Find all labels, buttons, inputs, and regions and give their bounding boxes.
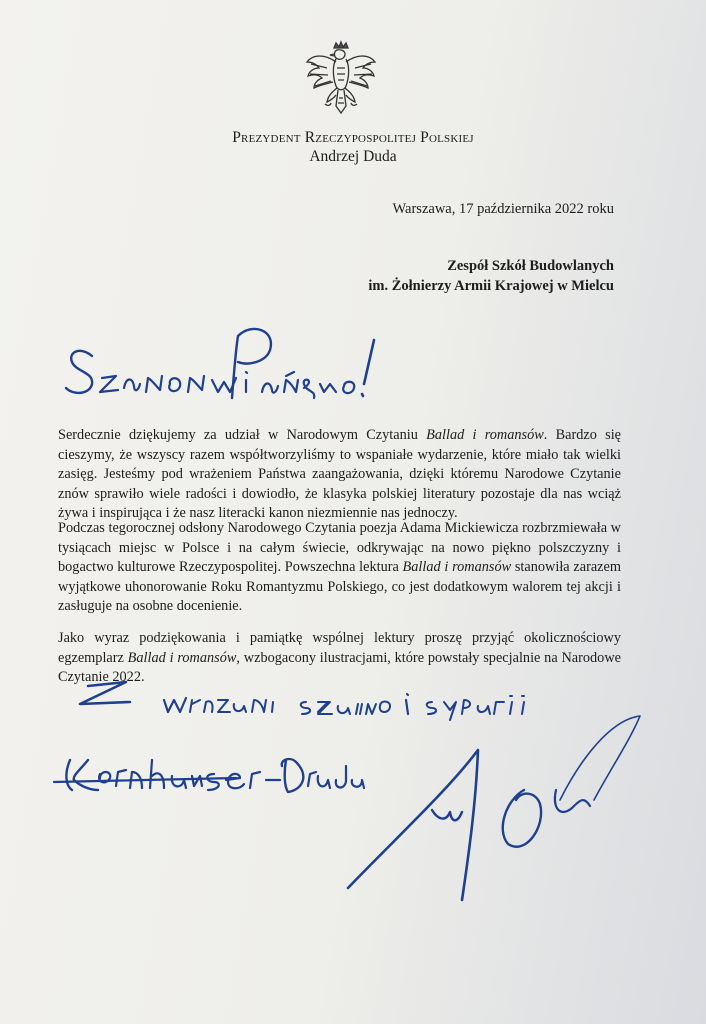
paragraph-1-text-b: . Bardzo się cieszymy, że wszyscy razem współtworzyliśmy to wspaniałe wydarzenie, które miało tak wielki zasięg. Jesteśmy pod wrażeniem Państwa zaangażowania, dzięki któremu Narodowe Czytanie znów sprawiło wiele radości i dowiodło, że klasyka polskiej literatury pozostaje dla nas wciąż żywa i inspirująca i że nasz literacki kanon niezmiennie nas jednoczy. xyxy=(58,427,622,521)
paragraph-2-text-a: Podczas tegorocznej odsłony Narodowego Czytania poezja Adama Mickiewicza rozbrzmiewała w tysiącach miejsc w Polsce i na całym świecie, odkrywając na nowo piękno polszczyzny i bogactwo kulturowe Rzeczypospolitej. Powszechna lektura xyxy=(58,520,621,575)
body-paragraph-3 xyxy=(58,629,621,688)
letterhead-title: Prezydent Rzeczypospolitej Polskiej xyxy=(232,129,474,146)
recipient-line-1: Zespół Szkół Budowlanych xyxy=(447,258,614,274)
letterhead-name: Andrzej Duda xyxy=(309,148,397,165)
salutation-handwriting xyxy=(66,329,374,398)
book-title: Ballad i romansów xyxy=(127,649,237,666)
body-paragraph-2 xyxy=(58,519,621,617)
date-line: Warszawa, 17 października 2022 roku xyxy=(392,201,614,217)
book-title: Ballad i romansów xyxy=(402,559,512,575)
paragraph-1-text-a: Serdecznie dziękujemy za udział w Narodowym Czytaniu xyxy=(58,427,427,443)
book-title: Ballad i romansów xyxy=(426,427,544,443)
paragraph-3-text-b: , wzbogacony ilustracjami, które powstały specjalnie na Narodowe Czytanie 2022. xyxy=(58,649,622,685)
recipient-address xyxy=(368,256,614,296)
signature-president xyxy=(348,716,640,900)
recipient-line-2: im. Żołnierzy Armii Krajowej w Mielcu xyxy=(368,278,614,294)
signature-first-lady xyxy=(54,759,364,792)
letterhead xyxy=(0,128,706,166)
polish-eagle-emblem-icon xyxy=(303,40,379,118)
body-paragraph-1 xyxy=(58,426,621,524)
closing-handwriting xyxy=(80,682,524,720)
paragraph-3-text-a: Jako wyraz podziękowania i pamiątkę wspólnej lektury proszę przyjąć okolicznościowy egzemplarz xyxy=(58,630,621,666)
paragraph-2-text-b: stanowiła zarazem wyjątkowe uhonorowanie Roku Romantyzmu Polskiego, co jest dodatkowym walorem tej akcji i zasługuje na osobne docenienie. xyxy=(58,559,621,614)
